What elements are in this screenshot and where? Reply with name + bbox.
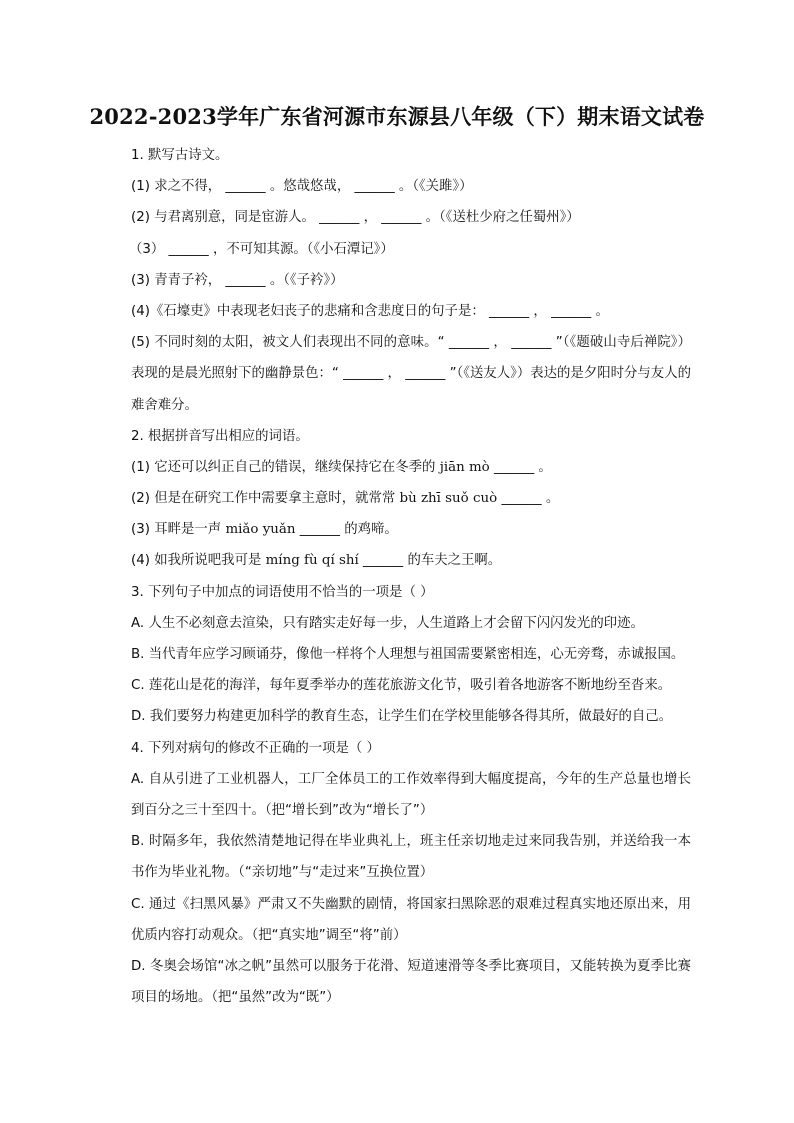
question-2-item-1-text: (1) 它还可以纠正自己的错误，继续保持它在冬季的 — [131, 459, 440, 475]
question-2-item-1-pinyin: jiān mò — [439, 459, 490, 475]
question-2-heading: 2. 根据拼音写出相应的词语。 — [131, 428, 309, 444]
question-3-option-d: D. 我们要努力构建更加科学的教育生态，让学生们在学校里能够各得其所，做最好的自己。 — [131, 709, 673, 725]
question-2 — [131, 421, 691, 577]
question-1-item-4: (3) 青青子衿， ______ 。（《子衿》） — [131, 272, 344, 288]
page-title: 2022-2023学年广东省河源市东源县八年级（下）期末语文试卷 — [89, 104, 705, 129]
question-2-item-4-blank: ______ 的车夫之王啊。 — [358, 553, 502, 569]
question-2-item-2-pinyin: bù zhī suǒ cuò — [399, 491, 498, 507]
question-2-item-2-blank: ______ 。 — [497, 491, 560, 507]
question-2-item-1-blank: ______ 。 — [489, 459, 552, 475]
question-3-option-a: A. 人生不必刻意去渲染，只有踏实走好每一步，人生道路上才会留下闪闪发光的印迹。 — [131, 615, 644, 631]
question-2-item-4-text: (4) 如我所说吧我可是 — [131, 553, 266, 569]
question-3 — [131, 577, 691, 733]
question-3-option-b: B. 当代青年应学习顾诵芬，像他一样将个人理想与祖国需要紧密相连，心无旁骛，赤诚报国。 — [131, 647, 685, 663]
question-1-item-1: (1) 求之不得， ______ 。悠哉悠哉， ______ 。（《关雎》） — [131, 179, 473, 195]
question-4-heading: 4. 下列对病句的修改不正确的一项是（ ） — [131, 740, 380, 756]
question-1-heading: 1. 默写古诗文。 — [131, 148, 229, 163]
question-4-option-c: C. 通过《扫黑风暴》严肃又不失幽默的剧情，将国家扫黑除恶的艰难过程真实地还原出来，用优质内容打动观众。（把“真实地”调至“将”前） — [131, 896, 691, 943]
question-3-heading: 3. 下列句子中加点的词语使用不恰当的一项是（ ） — [131, 584, 434, 600]
question-1 — [131, 140, 691, 421]
question-1-item-6: (5) 不同时刻的太阳，被文人们表现出不同的意味。“ ______ ， ______ ”（《题破山寺后禅院》）表现的是晨光照射下的幽静景色：“ ______ ， ______ ”（《送友人》）表达的是夕阳时分与友人的难舍难分。 — [131, 335, 691, 413]
question-2-item-4-pinyin: míng fù qí shí — [265, 553, 359, 569]
question-2-item-3-blank: ______ 的鸡啼。 — [295, 522, 398, 538]
question-4-option-d: D. 冬奥会场馆“冰之帆”虽然可以服务于花滑、短道速滑等冬季比赛项目，又能转换为夏季比赛项目的场地。（把“虽然”改为“既”） — [131, 959, 691, 1006]
question-2-item-3-pinyin: miǎo yuǎn — [225, 522, 296, 538]
question-3-option-c: C. 莲花山是花的海洋，每年夏季举办的莲花旅游文化节，吸引着各地游客不断地纷至沓来。 — [131, 678, 672, 694]
question-2-item-2 — [131, 483, 691, 514]
question-1-item-5: (4)《石壕吏》中表现老妇丧子的悲痛和含悲度日的句子是： ______ ， ______ 。 — [131, 303, 609, 319]
exam-content — [131, 140, 691, 1013]
question-2-item-2-text: (2) 但是在研究工作中需要拿主意时，就常常 — [131, 491, 400, 507]
question-2-item-4 — [131, 545, 691, 576]
question-2-item-3 — [131, 514, 691, 545]
question-4-option-b: B. 时隔多年，我依然清楚地记得在毕业典礼上，班主任亲切地走过来同我告别，并送给我一本书作为毕业礼物。（“亲切地”与“走过来”互换位置） — [131, 834, 691, 881]
question-4 — [131, 733, 691, 1014]
question-1-item-2: (2) 与君离别意，同是宦游人。 ______ ， ______ 。（《送杜少府之任蜀州》） — [131, 210, 580, 226]
question-2-item-3-text: (3) 耳畔是一声 — [131, 522, 226, 538]
question-1-item-3: （3） ______ ，不可知其源。（《小石潭记》） — [129, 241, 394, 257]
question-2-item-1 — [131, 452, 691, 483]
question-4-option-a: A. 自从引进了工业机器人，工厂全体员工的工作效率得到大幅度提高，今年的生产总量也增长到百分之三十至四十。（把“增长到”改为“增长了”） — [131, 771, 691, 818]
